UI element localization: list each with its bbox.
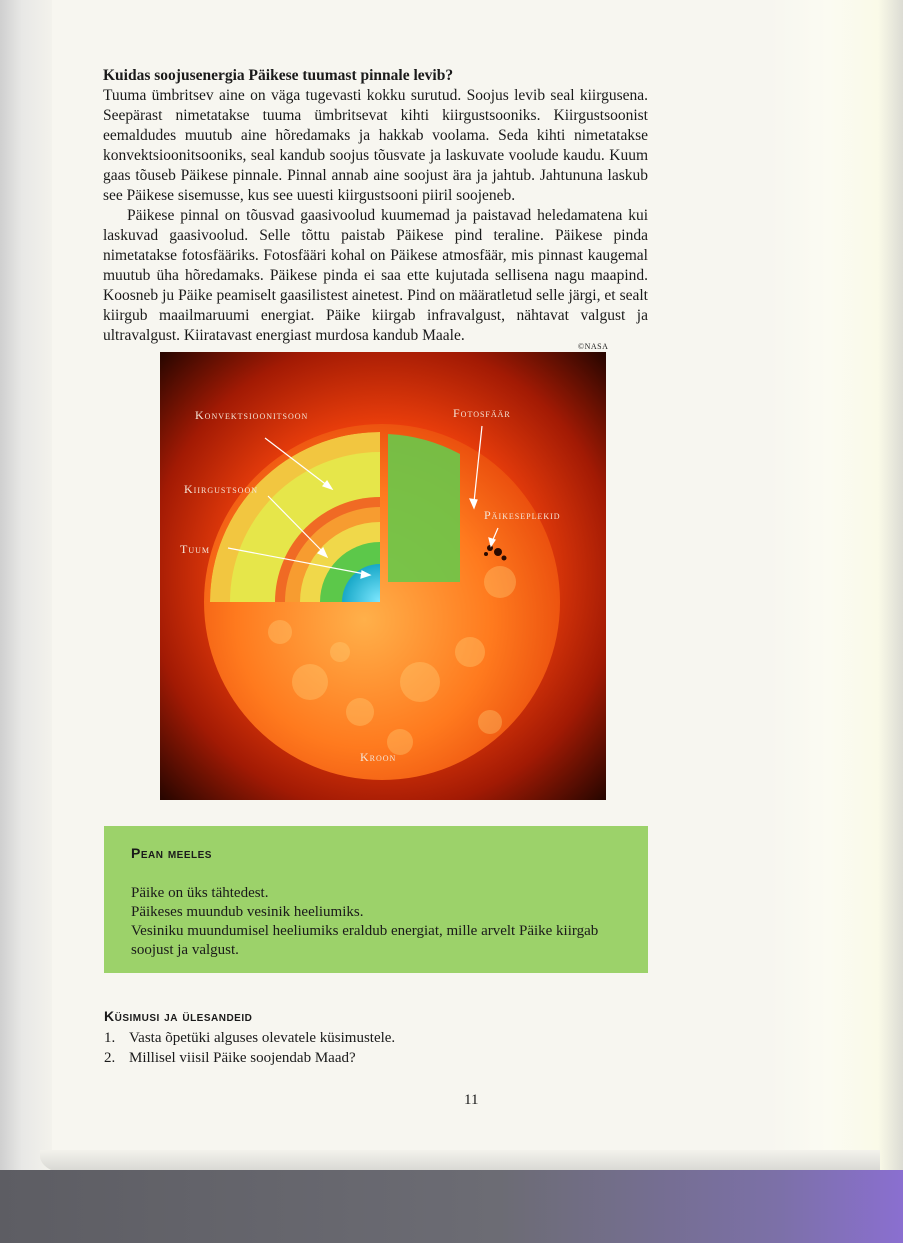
label-corona: Kroon xyxy=(360,750,397,764)
task-item xyxy=(104,1048,395,1068)
remember-list xyxy=(131,884,611,960)
remember-title: Pean meeles xyxy=(131,845,212,861)
remember-item: Päikeses muundub vesinik heeliumiks. xyxy=(131,904,364,920)
tasks-heading: Küsimusi ja ülesandeid xyxy=(104,1008,253,1024)
task-number: 1. xyxy=(104,1030,116,1046)
section-heading: Kuidas soojusenergia Päikese tuumast pinnale levib? xyxy=(103,67,454,84)
paragraph-2: Päikese pinnal on tõusvad gaasivoolud kuumemad ja paistavad heledamatena kui laskuvad gaasivoolud. Selle tõttu paistab Päikese pind teraline. Päikese pinda nimetatakse fotosfääriks. Fotosfääri kohal on Päikese atmosfäär, mis pinnast kaugemal muutub üha hõredamaks. Päikese pinda ei saa ette kujutada sellisena nagu maapind. Koosneb ju Päike peamiselt gaasilistest ainetest. Pind on määratletud selle järgi, et sealt kiirgub maailmaruumi energiat. Päike kiirgab infravalgust, nähtavat valgust ja ultravalgust. Kiiratavast energiast murdosa kandub Maale. xyxy=(103,207,648,344)
page-number: 11 xyxy=(464,1092,479,1108)
label-photosphere: Fotosfäär xyxy=(453,406,511,420)
label-convection-zone: Konvektsioonitsoon xyxy=(195,408,309,422)
label-radiation-zone: Kiirgustsoon xyxy=(184,482,259,496)
task-text: Millisel viisil Päike soojendab Maad? xyxy=(129,1050,356,1066)
label-sunspots: Päikeseplekid xyxy=(484,508,561,522)
task-number: 2. xyxy=(104,1050,116,1066)
tasks-list xyxy=(104,1028,395,1068)
label-core: Tuum xyxy=(180,542,210,556)
remember-item: Vesiniku muundumisel heeliumiks eraldub energiat, mille arvelt Päike kiirgab soojust ja valgust. xyxy=(131,923,599,958)
paragraph-1: Tuuma ümbritsev aine on väga tugevasti kokku surutud. Soojus levib seal kiirgusena. Seepärast nimetatakse tuuma ümbritsevat kihti kiirgustsooniks. Kiirgustsoonist eemaldudes muutub aine hõredamaks ja hakkab voolama. Seda kihti nimetatakse konvektsioonitsooniks, seal kandub soojus tõusvate ja laskuvate voolude kaudu. Kuum gaas tõuseb Päikese pinnale. Pinnal annab aine soojust ära ja jahtub. Jahtununa laskub see Päikese sisemusse, kus see uuesti kiirgustsooni piiril soojeneb. xyxy=(103,87,648,204)
page-shadow-left xyxy=(0,0,52,1172)
task-text: Vasta õpetüki alguses olevatele küsimustele. xyxy=(129,1030,396,1046)
image-credit: ©NASA xyxy=(578,342,609,351)
text-section xyxy=(103,66,648,346)
task-item xyxy=(104,1028,395,1048)
scanner-bed xyxy=(0,1170,903,1243)
remember-box xyxy=(104,826,648,973)
remember-item: Päike on üks tähtedest. xyxy=(131,885,269,901)
sun-cutaway-figure xyxy=(160,352,606,800)
page-shadow-right xyxy=(768,0,903,1172)
